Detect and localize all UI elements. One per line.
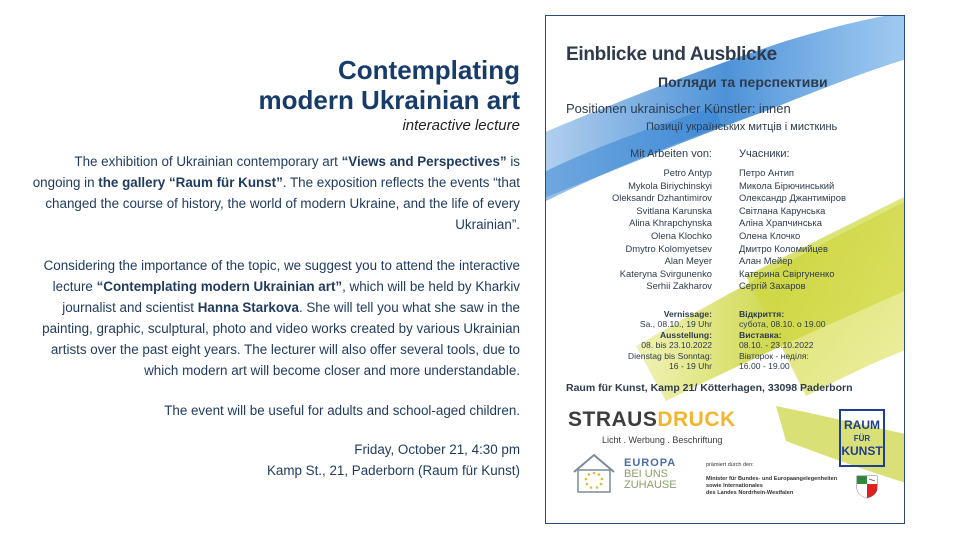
days-ua: Вівторок - неділя: (739, 350, 809, 361)
bei-uns-word: BEI UNS (624, 468, 669, 480)
artist-list-de (612, 167, 712, 293)
artist-ua: Світлана Карунська (739, 204, 826, 216)
strausdruck-logo (568, 408, 736, 432)
vernissage-label: Vernissage: (663, 309, 712, 319)
p1-text-1: The exhibition of Ukrainian contemporary art (74, 154, 342, 169)
nrw-coat-of-arms-icon (856, 475, 878, 499)
artist-de: Oleksandr Dzhantimirov (611, 192, 712, 204)
vernissage-label-ua: Відкриття: (739, 309, 785, 319)
vernissage-value-ua: субота, 08.10. о 19.00 (739, 319, 826, 330)
vernissage-value: Sa., 08.10., 19 Uhr (639, 319, 712, 330)
ausstellung-label: Ausstellung: (659, 329, 712, 340)
poster-title-de: Einblicke und Ausblicke (566, 44, 777, 65)
event-details (30, 439, 520, 481)
hours-de: 16 - 19 Uhr (669, 361, 712, 372)
paragraph-exhibition (30, 151, 520, 235)
poster-title-ua: Погляди та перспективи (658, 74, 828, 90)
artist-de: Alina Khrapchynska (629, 217, 712, 229)
ausstellung-value: 08. bis 23.10.2022 (641, 340, 712, 351)
artist-list-ua (739, 167, 846, 293)
exhibition-value-ua: 08.10. - 23.10.2022 (739, 340, 814, 351)
title-line-1: Contemplating (338, 55, 520, 85)
raum-logo-line-2: FÜR (853, 434, 871, 443)
raum-logo-line-3: KUNST (841, 444, 883, 458)
artist-de: Svitlana Karunska (636, 204, 712, 216)
artist-de: Dmytro Kolomyetsev (625, 242, 712, 254)
druck-text: DRUCK (657, 408, 736, 431)
event-info-ua (739, 309, 826, 371)
days-de: Dienstag bis Sonntag: (627, 350, 712, 361)
artist-de: Kateryna Svirgunenko (619, 267, 712, 279)
artist-ua: Петро Антип (739, 167, 795, 178)
p1-text-2: is ongoing in (32, 154, 520, 190)
paragraph-audience: The event will be useful for adults and school-aged children. (164, 403, 520, 418)
europa-word: EUROPA (624, 457, 677, 469)
title-line-2: modern Ukrainian art (258, 85, 520, 115)
artist-de: Mykola Biriychinskyi (628, 179, 712, 191)
p2-text-2: , which will be held by Kharkiv journalist and scientist (62, 279, 520, 315)
p1-text-3: . The exposition reflects the events “that changed the course of history, the world of modern Ukraine, and the life of every Ukrainian”. (45, 175, 520, 232)
ministry-line-1: Minister für Bundes- und Europaangelegenheiten (706, 476, 838, 482)
exhibition-poster (545, 15, 905, 524)
poster-col-head-ua: Учасники: (739, 148, 790, 160)
artist-ua: Катерина Свіргуненко (739, 267, 835, 279)
p2-bold-2: Hanna Starkova (197, 300, 299, 315)
poster-subtitle-ua: Позиції українських митців і мисткинь (646, 121, 838, 133)
ministry-text (706, 476, 837, 496)
artist-de: Olena Klochko (651, 229, 712, 241)
poster-col-head-de: Mit Arbeiten von: (630, 148, 712, 160)
ministry-line-2: sowie Internationales (706, 482, 763, 489)
artist-de: Alan Meyer (664, 255, 712, 267)
ministry-line-3: des Landes Nordrhein-Westfalen (706, 489, 794, 496)
artist-ua: Аліна Храпчинська (739, 217, 822, 229)
raum-fuer-kunst-logo (839, 409, 885, 467)
eu-house-icon (572, 452, 616, 494)
p2-text-1: Considering the importance of the topic, we suggest you to attend the interactive lecture (43, 258, 520, 294)
zuhause-word: ZUHAUSE (624, 479, 677, 491)
paragraph-lecture (30, 255, 520, 381)
event-date: Friday, October 21, 4:30 pm (354, 442, 520, 457)
raum-logo-line-1: RAUM (844, 418, 880, 432)
poster-address: Raum für Kunst, Kamp 21/ Kötterhagen, 33098 Paderborn (566, 382, 853, 394)
artist-ua: Сергій Захаров (739, 280, 806, 292)
artist-de: Petro Antyp (663, 167, 712, 178)
artist-ua: Дмитро Коломийцев (739, 242, 828, 254)
artist-ua: Олена Клочко (739, 229, 801, 241)
artist-ua: Алан Мейер (739, 255, 793, 267)
event-info-de (628, 309, 712, 371)
event-address: Kamp St., 21, Paderborn (Raum für Kunst) (266, 463, 520, 478)
hours-ua: 16.00 - 19.00 (739, 361, 790, 372)
p2-bold-1: “Contemplating modern Ukrainian art” (96, 279, 343, 294)
europa-logo-text (624, 458, 677, 491)
praemiert-text: prämiert durch den: (706, 462, 754, 468)
lecture-text-column (30, 55, 520, 481)
p1-bold-2: the gallery “Raum für Kunst” (98, 175, 283, 190)
exhibition-label-ua: Виставка: (739, 329, 782, 340)
straus-text: STRAUS (568, 408, 658, 431)
artist-de: Serhii Zakharov (646, 280, 712, 292)
strausdruck-tagline: Licht . Werbung . Beschriftung (602, 435, 723, 445)
poster-subtitle-de: Positionen ukrainischer Künstler: innen (566, 101, 791, 116)
p2-text-3: . She will tell you what she saw in the painting, graphic, sculptural, photo and video works created by various Ukrainian artists over the past eight years. The lecturer will also offer several tools, due to which modern art will become closer and more understandable. (42, 300, 520, 378)
p1-bold-1: “Views and Perspectives” (341, 154, 507, 169)
lecture-subtitle: interactive lecture (402, 117, 520, 134)
artist-ua: Олександр Джантиміров (739, 192, 846, 204)
lecture-title (30, 55, 520, 115)
artist-ua: Микола Бірючинський (739, 179, 835, 191)
